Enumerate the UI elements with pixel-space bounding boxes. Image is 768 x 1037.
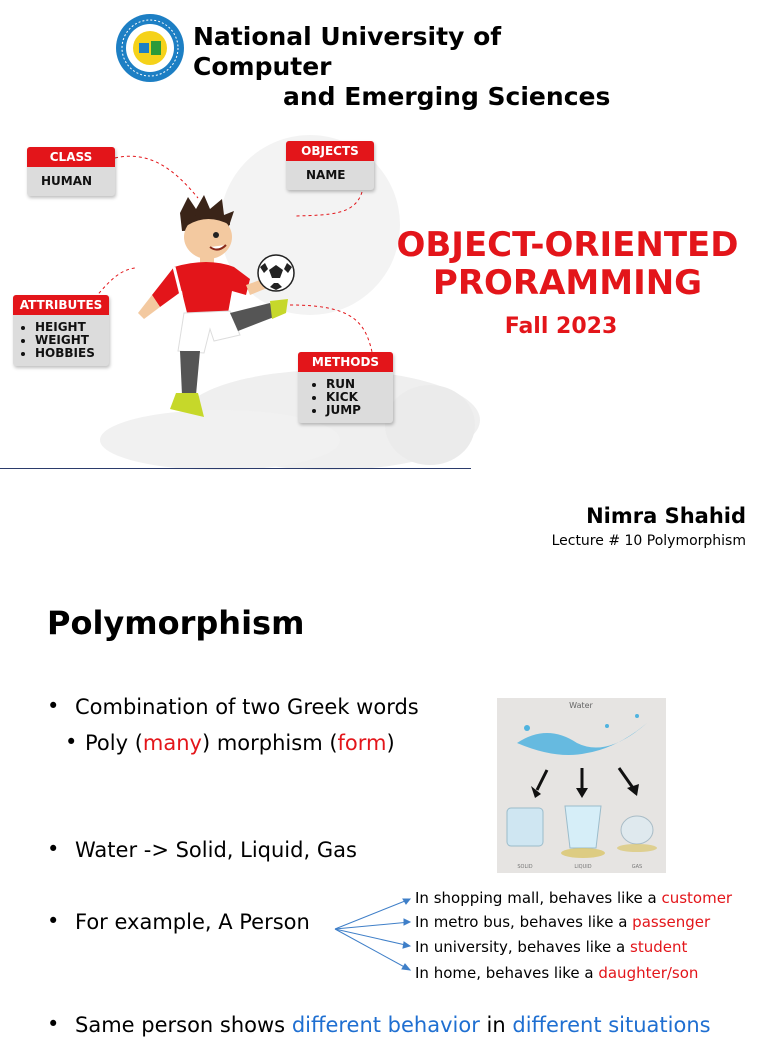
different-behavior-highlight: different behavior — [291, 1013, 480, 1037]
bullet-dot: • — [47, 694, 60, 718]
behavior-item — [415, 964, 698, 982]
objects-card — [286, 141, 374, 190]
method-item: • RUN — [326, 378, 383, 391]
bullet-text: in — [479, 1013, 513, 1037]
poly-text-1: Poly ( — [85, 731, 143, 755]
methods-card — [298, 352, 393, 423]
poly-text-3: ) — [386, 731, 395, 755]
soccer-player-illustration — [130, 195, 300, 435]
bullet-text: For example, A Person — [75, 910, 310, 934]
soccer-ball-icon — [256, 253, 296, 293]
course-title-line1: OBJECT-ORIENTED — [396, 225, 739, 265]
objects-card-title: OBJECTS — [286, 141, 374, 161]
behavior-text: In metro bus, behaves like a — [415, 913, 633, 931]
behavior-text: In shopping mall, behaves like a — [415, 889, 662, 907]
attributes-card-title: ATTRIBUTES — [13, 295, 109, 315]
university-name-line2: and Emerging Sciences — [283, 82, 611, 111]
university-name — [193, 22, 613, 112]
image-label-liquid: LIQUID — [574, 864, 592, 870]
different-situations-highlight: different situations — [512, 1013, 711, 1037]
poly-text-2: ) morphism ( — [201, 731, 338, 755]
image-label-gas: GAS — [631, 864, 643, 870]
class-card-title: CLASS — [27, 147, 115, 167]
bullet-text: Combination of two Greek words — [75, 695, 419, 719]
bullet-text: Same person shows — [75, 1013, 292, 1037]
author-name: Nimra Shahid — [586, 504, 746, 528]
objects-card-value: NAME — [306, 168, 346, 182]
bullet-text: Water -> Solid, Liquid, Gas — [75, 838, 357, 862]
course-term: Fall 2023 — [504, 314, 618, 339]
attribute-item: • HEIGHT — [35, 321, 99, 334]
behavior-text: In university, behaves like a — [415, 938, 631, 956]
poly-many-highlight: many — [142, 731, 202, 755]
water-caption: Water — [569, 701, 593, 710]
methods-card-body — [298, 372, 393, 423]
bullet-dot: • — [65, 730, 78, 754]
course-title — [380, 226, 755, 302]
bullet-person-example — [47, 909, 310, 934]
behavior-item — [415, 913, 710, 931]
slide-heading: Polymorphism — [47, 604, 305, 642]
attributes-card-body — [13, 315, 109, 366]
attribute-item: • HOBBIES — [35, 347, 99, 360]
behavior-role: passenger — [632, 913, 711, 931]
behavior-text: In home, behaves like a — [415, 964, 599, 982]
attribute-item: • WEIGHT — [35, 334, 99, 347]
behavior-role: daughter/son — [598, 964, 699, 982]
fan-arrows-icon — [330, 882, 420, 982]
university-name-line1: National University of Computer — [193, 22, 502, 81]
methods-card-title: METHODS — [298, 352, 393, 372]
bullet-water — [47, 837, 357, 862]
behavior-item — [415, 938, 687, 956]
poly-form-highlight: form — [337, 731, 387, 755]
lecture-number: Lecture # 10 Polymorphism — [551, 533, 746, 549]
bullet-greek-words — [47, 694, 419, 719]
course-title-line2: PRORAMMING — [432, 263, 703, 303]
class-card — [27, 147, 115, 196]
bullet-different-behavior — [47, 1012, 711, 1037]
bullet-dot: • — [47, 1012, 60, 1036]
university-logo-icon — [115, 13, 185, 83]
bullet-dot: • — [47, 837, 60, 861]
class-card-value: HUMAN — [41, 174, 93, 188]
divider-line — [0, 468, 471, 469]
method-item: • KICK — [326, 391, 383, 404]
bullet-dot: • — [47, 909, 60, 933]
attributes-card — [13, 295, 109, 366]
image-label-solid: SOLID — [517, 864, 533, 870]
sub-bullet-poly-morphism — [65, 730, 395, 755]
water-states-image — [497, 698, 666, 873]
behavior-role: student — [630, 938, 688, 956]
behavior-item — [415, 889, 732, 907]
method-item: • JUMP — [326, 404, 383, 417]
behavior-role: customer — [661, 889, 733, 907]
